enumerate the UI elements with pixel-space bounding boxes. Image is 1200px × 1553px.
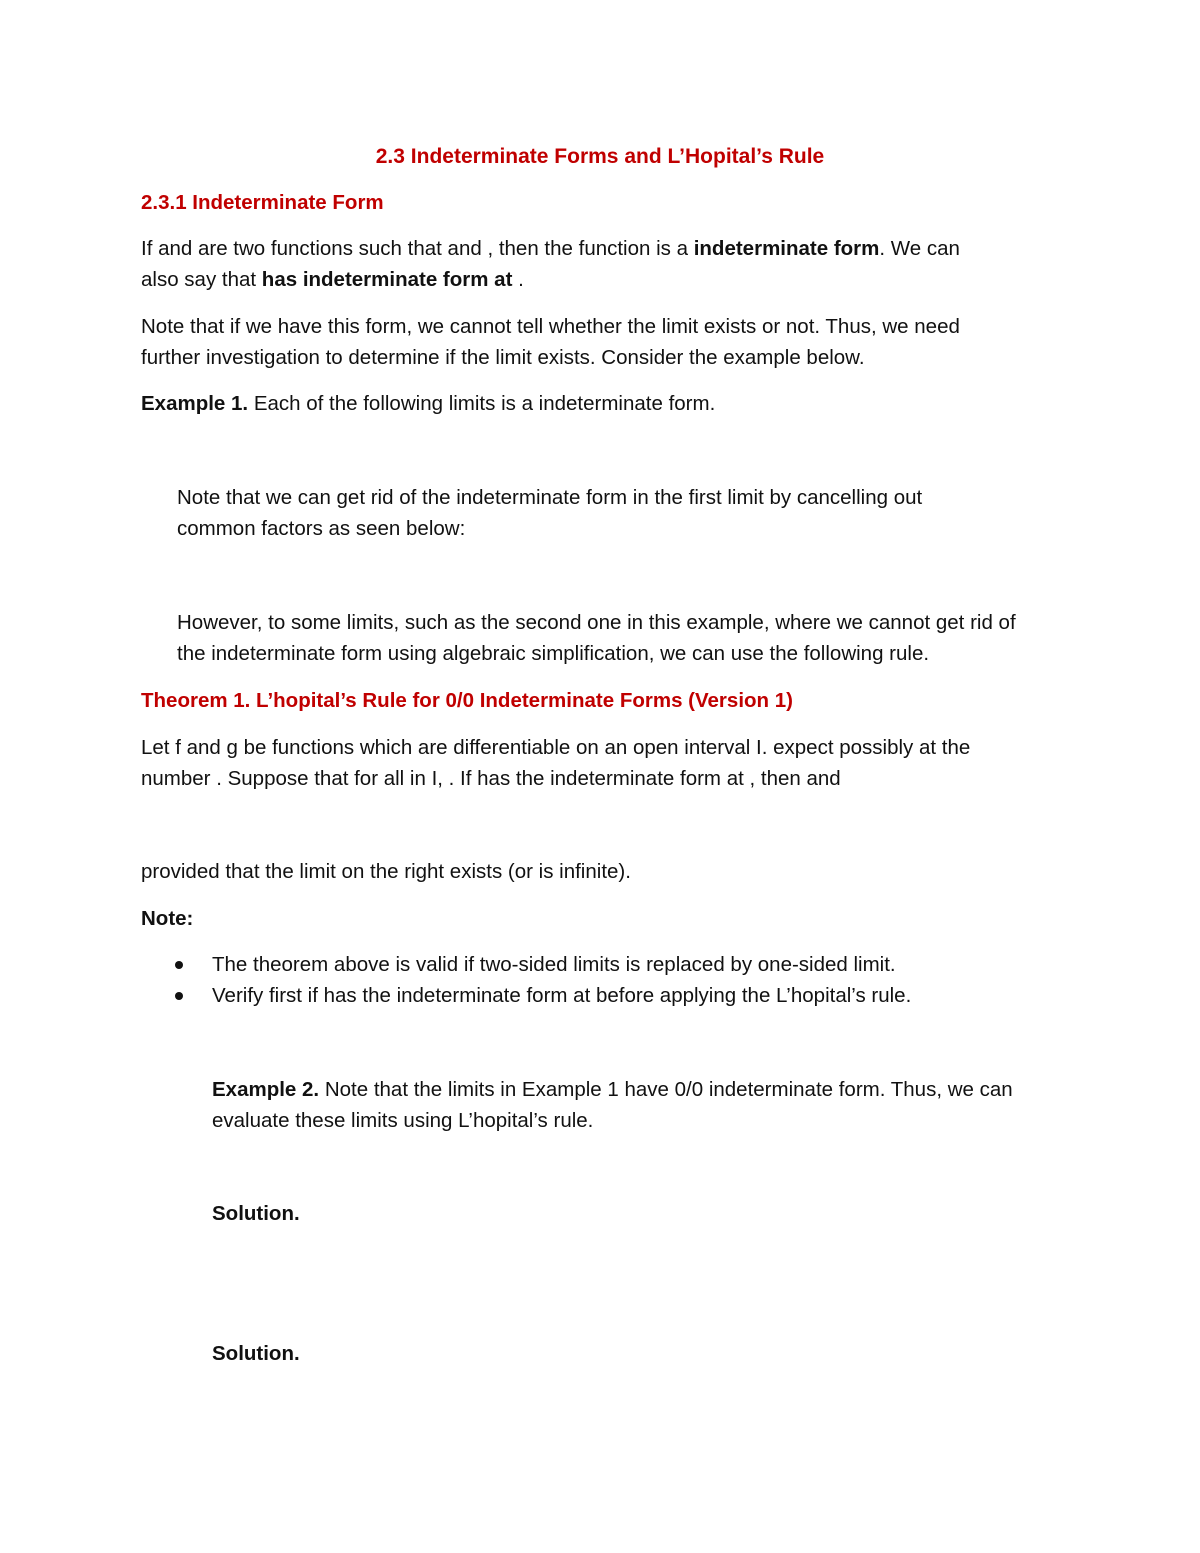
solution-label-2: Solution. xyxy=(212,1342,300,1365)
however-line1: However, to some limits, such as the second one in this example, where we cannot get rid of xyxy=(177,611,1016,634)
example2-line1 xyxy=(212,1078,1013,1102)
example1-label: Example 1. xyxy=(141,392,249,415)
example1-line xyxy=(141,392,715,416)
note-cancel-line1: Note that we can get rid of the indeterminate form in the first limit by cancelling out xyxy=(177,486,923,509)
para1-text-c: also say that xyxy=(141,268,262,291)
para1-line2 xyxy=(141,268,524,292)
section-heading: 2.3.1 Indeterminate Form xyxy=(141,191,384,214)
note-cancel-line2: common factors as seen below: xyxy=(177,517,466,540)
example1-text: Each of the following limits is a indeterminate form. xyxy=(248,392,716,415)
note-bullet-2: Verify first if has the indeterminate form at before applying the L’hopital’s rule. xyxy=(212,984,912,1007)
example2-text: Note that the limits in Example 1 have 0/0 indeterminate form. Thus, we can xyxy=(319,1078,1013,1101)
theorem1-line3: provided that the limit on the right exists (or is infinite). xyxy=(141,860,631,883)
example2-line2: evaluate these limits using L’hopital’s rule. xyxy=(212,1109,594,1132)
theorem1-line1: Let f and g be functions which are differentiable on an open interval I. expect possibly at the xyxy=(141,736,971,759)
bullet-icon xyxy=(175,961,183,969)
example2-label: Example 2. xyxy=(212,1078,320,1101)
para1-text-d: . xyxy=(512,268,524,291)
note-bullet-1: The theorem above is valid if two-sided limits is replaced by one-sided limit. xyxy=(212,953,896,976)
para1-line1 xyxy=(141,237,960,261)
solution-label-1: Solution. xyxy=(212,1202,300,1225)
page-title: 2.3 Indeterminate Forms and L’Hopital’s Rule xyxy=(375,145,825,168)
para1-bold-phrase: has indeterminate form at xyxy=(261,268,513,291)
theorem1-heading: Theorem 1. L’hopital’s Rule for 0/0 Indeterminate Forms (Version 1) xyxy=(141,689,793,712)
para1-bold-term: indeterminate form xyxy=(693,237,880,260)
para2-line1: Note that if we have this form, we cannot tell whether the limit exists or not. Thus, we need xyxy=(141,315,960,338)
however-line2: the indeterminate form using algebraic simplification, we can use the following rule. xyxy=(177,642,930,665)
para1-text-a: If and are two functions such that and , then the function is a xyxy=(141,237,694,260)
bullet-icon xyxy=(175,992,183,1000)
note-label: Note: xyxy=(141,907,194,930)
para2-line2: further investigation to determine if the limit exists. Consider the example below. xyxy=(141,346,865,369)
para1-text-b: . We can xyxy=(879,237,960,260)
theorem1-line2: number . Suppose that for all in I, . If has the indeterminate form at , then and xyxy=(141,767,841,790)
